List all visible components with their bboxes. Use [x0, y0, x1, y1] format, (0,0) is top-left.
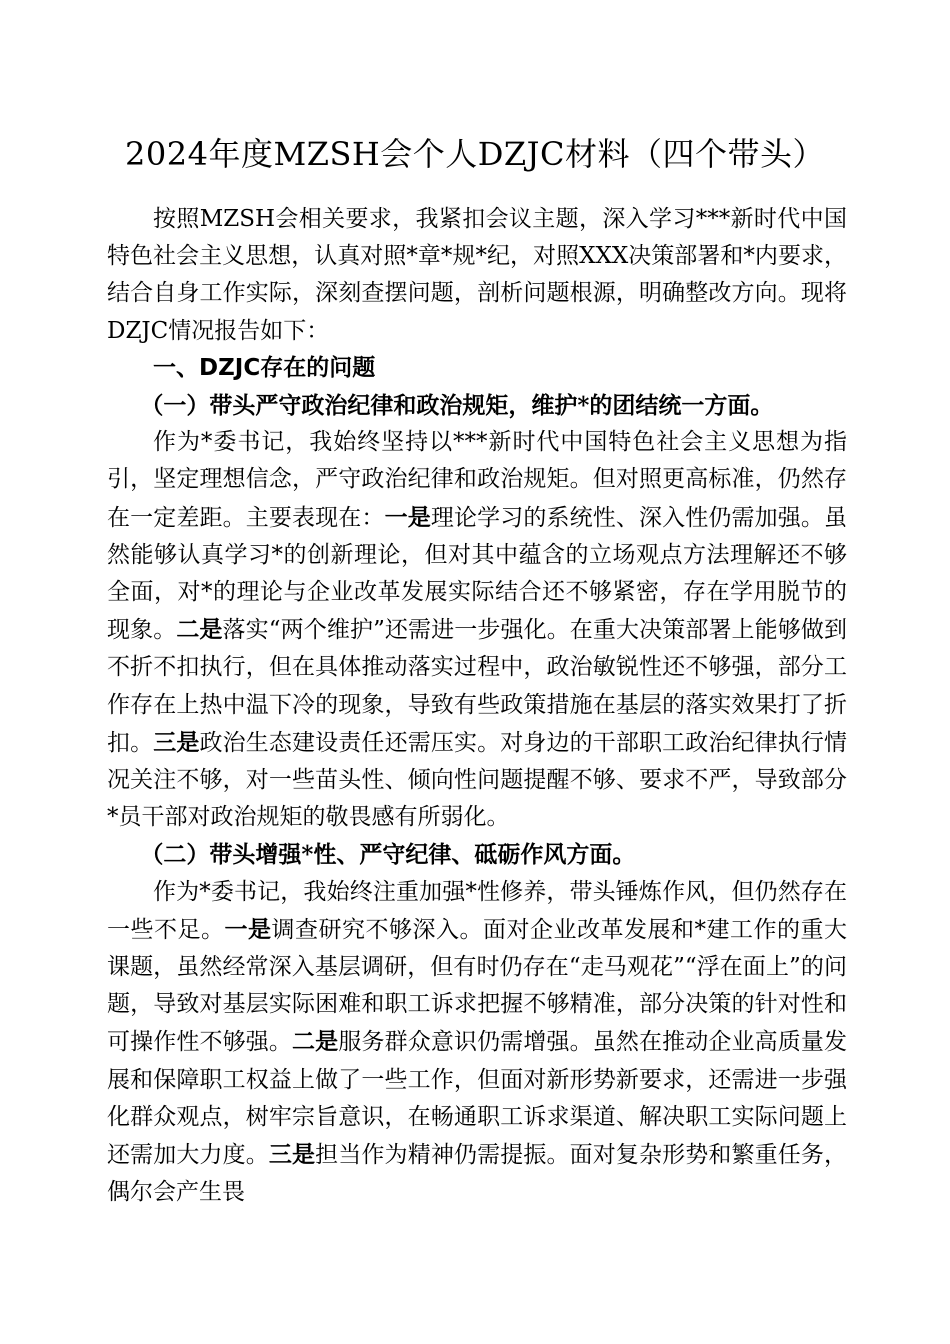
point-text-second: 落实“两个维护”还需进一步强化。在重大决策部署上能够做到不折不扣执行，但在具体推动落实过程中，政治敏锐性还不够强，部分工作存在上热中温下冷的现象，导致有些政策措施在基层的落实效果打了折扣。	[107, 617, 847, 756]
point-text-first: 理论学习的系统性、深入性仍需加强。虽然能够认真学习*的创新理论，但对其中蕴含的立场观点方法理解还不够全面，对*的理论与企业改革发展实际结合还不够紧密，存在学用脱节的现象。	[107, 504, 848, 644]
point-marker-second: 二是	[292, 1028, 339, 1056]
point-text-second: 服务群众意识仍需增强。虽然在推动企业高质量发展和保障职工权益上做了一些工作，但面对新形势新要求，还需进一步强化群众观点，树牢宗旨意识，在畅通职工诉求渠道、解决职工实际问题上还需加大力度。	[107, 1029, 848, 1169]
subsection-heading-political-discipline: （一）带头严守政治纪律和政治规矩，维护*的团结统一方面。	[140, 392, 774, 420]
intro-paragraph: 按照MZSH会相关要求，我紧扣会议主题，深入学习***新时代中国特色社会主义思想，认真对照*章*规*纪，对照XXX决策部署和*内要求，结合自身工作实际，深刻查摆问题，剖析问题根源，明确整改方向。现将DZJC情况报告如下：	[107, 206, 847, 344]
paragraph-party-spirit	[107, 874, 847, 1212]
document-title: 2024年度MZSH会个人DZJC材料（四个带头）	[125, 135, 825, 173]
point-text-first: 调查研究不够深入。面对企业改革发展和*建工作的重大课题，虽然经常深入基层调研，但有时仍存在“走马观花”“浮在面上”的问题，导致对基层实际困难和职工诉求把握不够精准，部分决策的针对性和可操作性不够强。	[107, 916, 847, 1056]
paragraph-political-discipline	[107, 424, 847, 836]
document-body	[107, 201, 847, 1211]
point-marker-third: 三是	[153, 728, 200, 756]
point-text-third: 政治生态建设责任还需压实。对身边的干部职工政治纪律执行情况关注不够，对一些苗头性、倾向性问题提醒不够、要求不严，导致部分*员干部对政治规矩的敬畏感有所弱化。	[107, 729, 848, 831]
section-heading-problems: 一、DZJC存在的问题	[153, 354, 376, 381]
subsection-heading-party-spirit: （二）带头增强*性、严守纪律、砥砺作风方面。	[140, 841, 636, 869]
point-marker-first: 一是	[224, 915, 272, 943]
point-marker-third: 三是	[268, 1141, 316, 1169]
point-marker-first: 一是	[384, 503, 431, 531]
paragraph-lead: 作为*委书记，我始终注重加强*性修养，带头锤炼作风，但仍然存在一些不足。	[107, 878, 847, 943]
paragraph-lead: 作为*委书记，我始终坚持以***新时代中国特色社会主义思想为指引，坚定理想信念，严守政治纪律和政治规矩。但对照更高标准，仍然存在一定差距。主要表现在：	[107, 429, 847, 531]
point-marker-second: 二是	[176, 616, 223, 644]
point-text-third: 担当作为精神仍需提振。面对复杂形势和繁重任务，偶尔会产生畏	[107, 1142, 848, 1206]
